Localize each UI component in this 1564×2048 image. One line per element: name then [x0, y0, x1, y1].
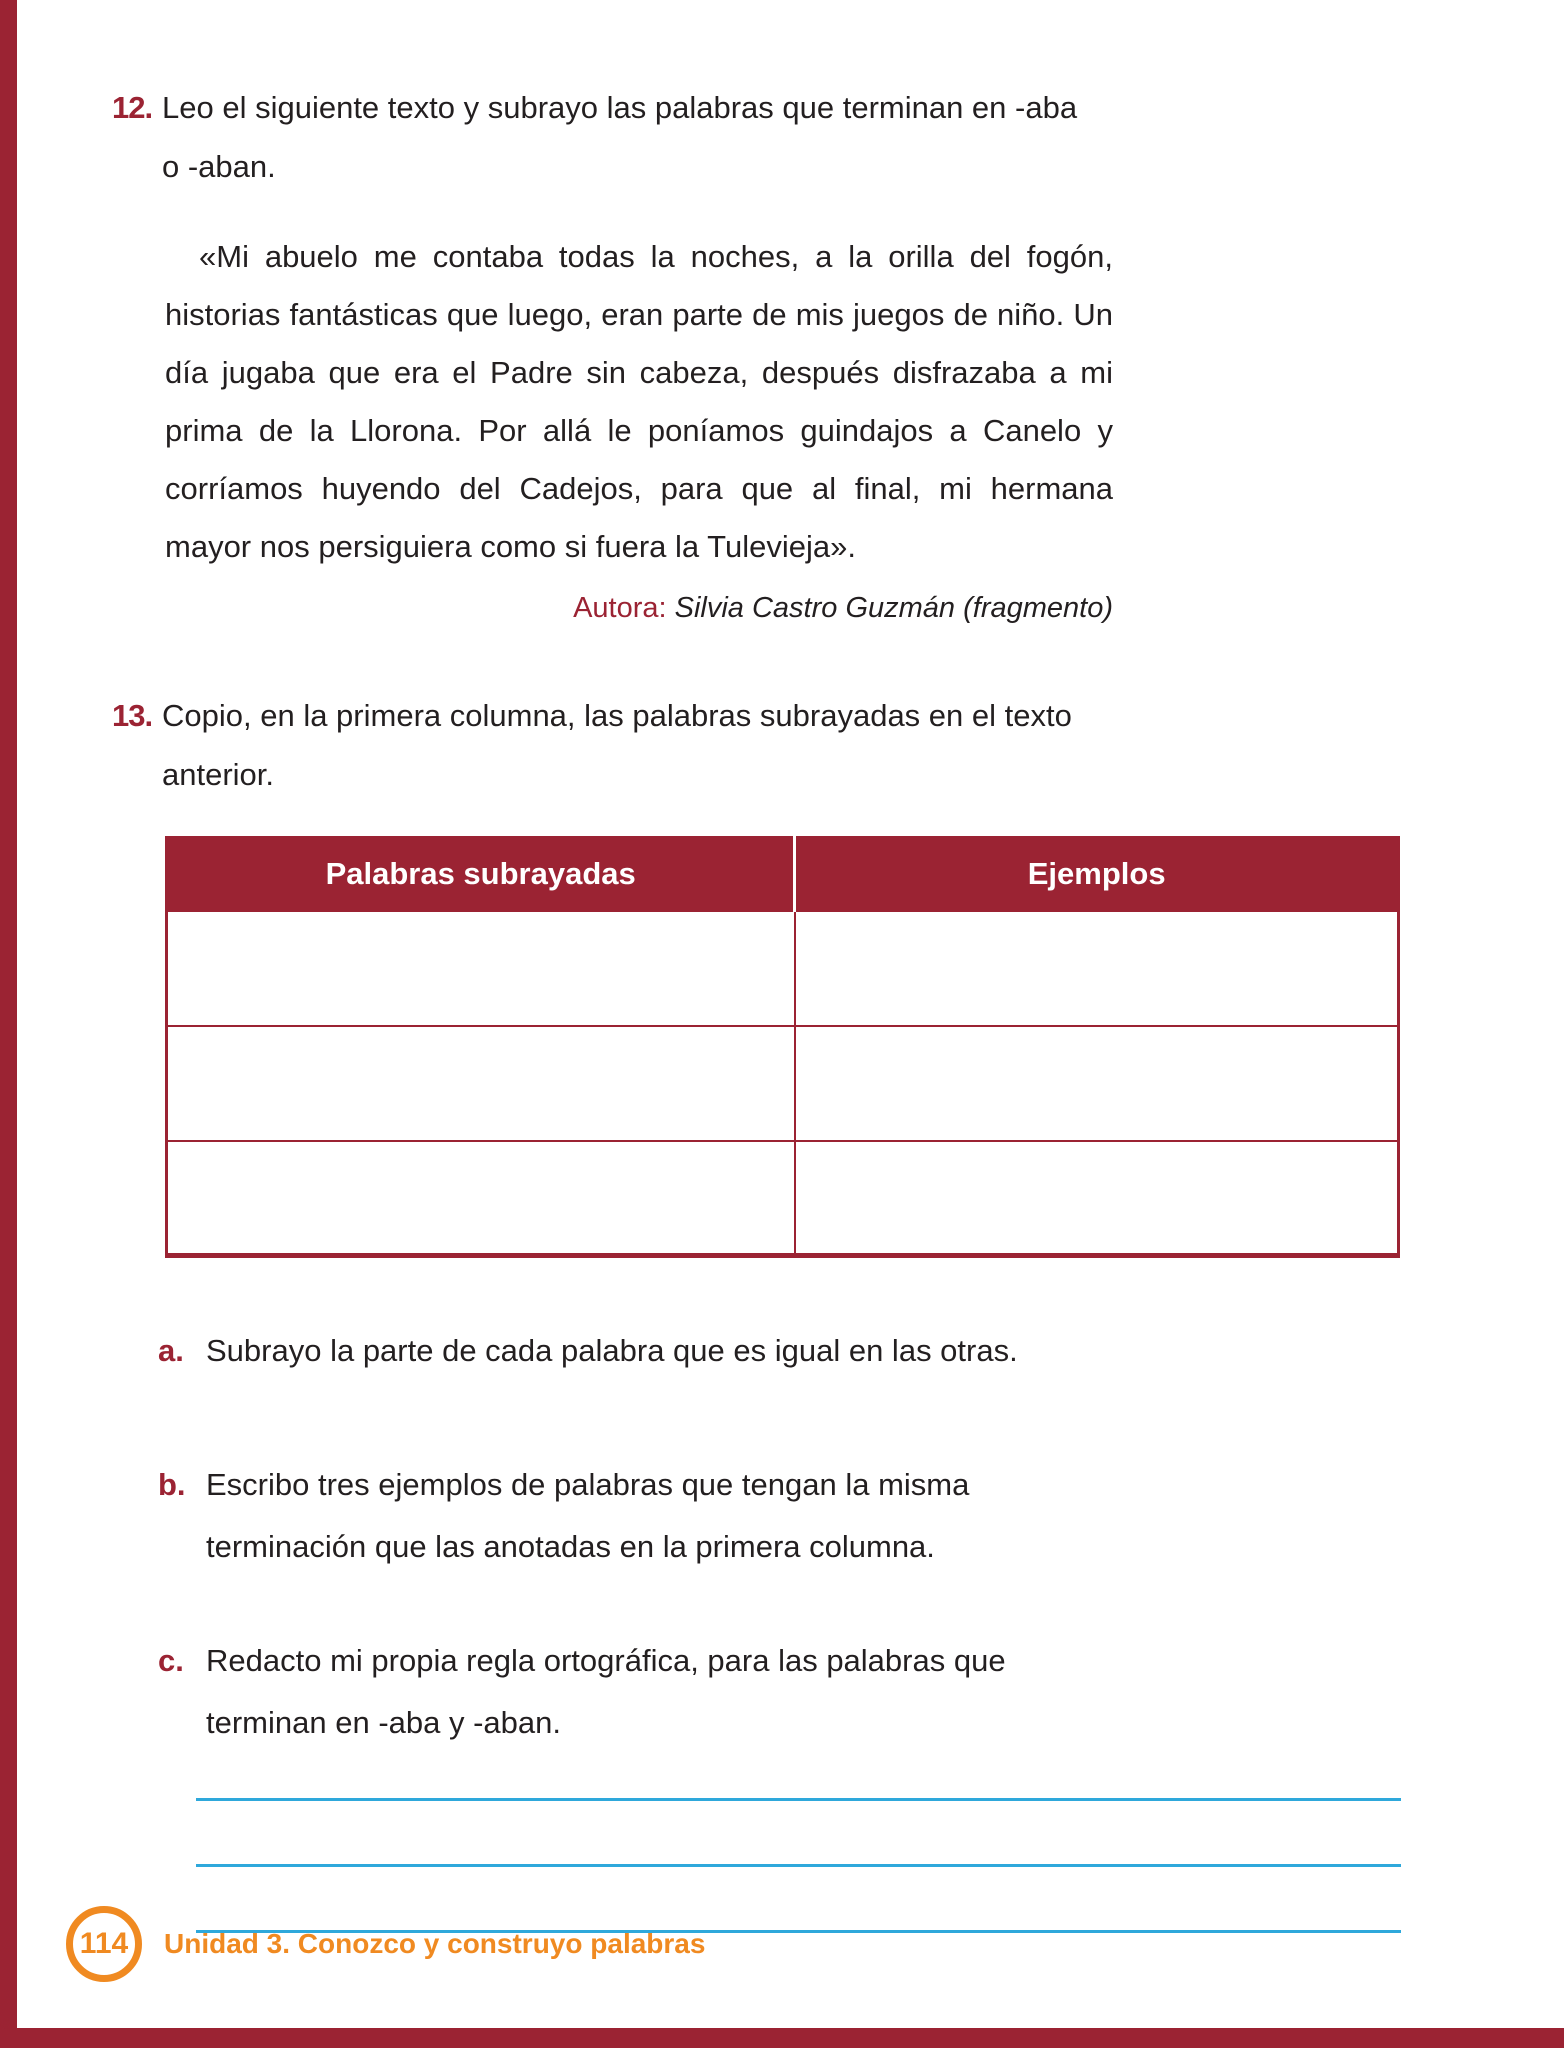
subitem-b	[158, 1454, 1564, 1578]
subitem-a-label: a.	[158, 1333, 184, 1368]
subitem-a	[158, 1320, 1564, 1382]
subitem-b-text: Escribo tres ejemplos de palabras que tengan la misma terminación que las anotadas en la primera columna.	[206, 1467, 970, 1564]
subitem-c-text: Redacto mi propia regla ortográfica, para las palabras que terminan en -aba y -aban.	[206, 1643, 1006, 1740]
subitem-a-text: Subrayo la parte de cada palabra que es igual en las otras.	[206, 1333, 1018, 1368]
writing-line-1	[196, 1798, 1401, 1801]
exercise-12-prompt: Leo el siguiente texto y subrayo las palabras que terminan en -aba o -aban.	[162, 90, 1078, 184]
page-bottom-border	[0, 2028, 1564, 2048]
author-label: Autora:	[573, 592, 667, 624]
table-cell-ejemplos	[795, 1026, 1399, 1141]
subitem-c-label: c.	[158, 1643, 184, 1678]
page-footer	[66, 1906, 705, 1982]
exercise-12-number: 12.	[112, 90, 153, 125]
writing-line-2	[196, 1864, 1401, 1867]
table-row	[167, 1026, 1399, 1141]
footer-unit-label: Unidad 3. Conozco y construyo palabras	[164, 1928, 706, 1959]
exercise-13	[112, 686, 1564, 804]
page-number: 114	[79, 1927, 129, 1960]
table-row	[167, 1141, 1399, 1256]
exercise-13-number: 13.	[112, 698, 153, 733]
table-cell-ejemplos	[795, 1141, 1399, 1256]
table-cell-palabras	[167, 1141, 795, 1256]
page-left-border	[0, 0, 17, 2048]
table-cell-palabras	[167, 1026, 795, 1141]
table-header-palabras: Palabras subrayadas	[167, 838, 795, 911]
author-name: Silvia Castro Guzmán (fragmento)	[674, 592, 1113, 624]
subitem-c	[158, 1630, 1564, 1754]
page-number-badge	[66, 1906, 142, 1982]
table-cell-palabras	[167, 911, 795, 1026]
table-row	[167, 911, 1399, 1026]
palabras-table	[165, 836, 1400, 1258]
table-cell-ejemplos	[795, 911, 1399, 1026]
quote-attribution	[165, 588, 1113, 628]
quote-text: «Mi abuelo me contaba todas la noches, a la orilla del fogón, historias fantásticas que luego, eran parte de mis juegos de niño. Un día jugaba que era el Padre sin cabeza, después disfrazaba a mi prima de la Llorona. Por allá le poníamos guindajos a Canelo y corríamos huyendo del Cadejos, para que al final, mi hermana mayor nos persiguiera como si fuera la Tulevieja».	[165, 239, 1113, 564]
exercise-12	[112, 78, 1564, 196]
table-header-row	[167, 838, 1399, 911]
subitem-b-label: b.	[158, 1467, 186, 1502]
exercise-13-prompt: Copio, en la primera columna, las palabras subrayadas en el texto anterior.	[162, 698, 1072, 792]
table-header-ejemplos: Ejemplos	[795, 838, 1399, 911]
